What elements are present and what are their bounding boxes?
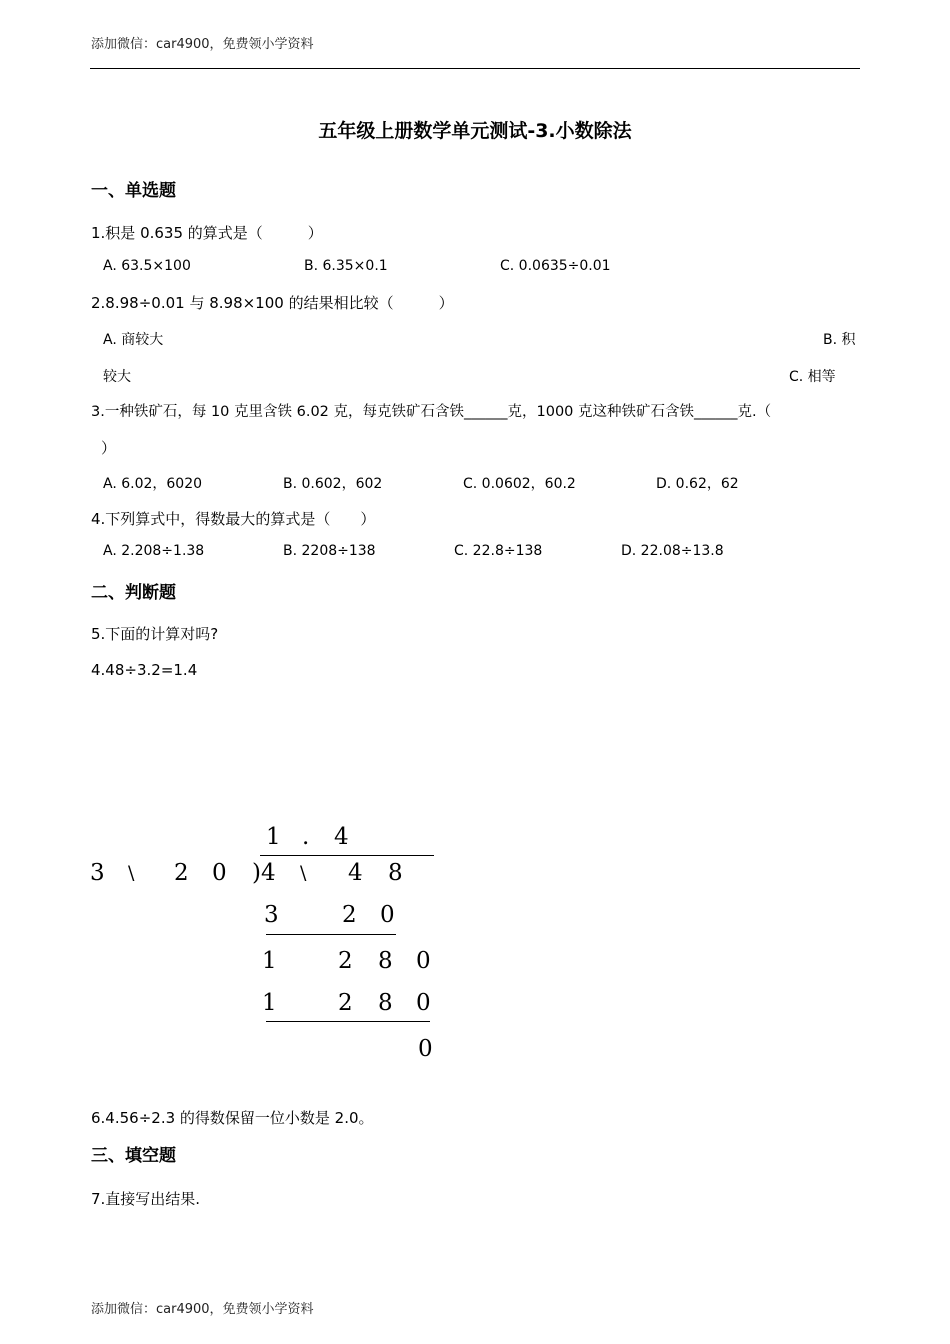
step-digit: 8 [378, 948, 393, 974]
q1-option-b: B. 6.35×0.1 [304, 258, 388, 274]
question-1: 1.积是 0.635 的算式是（ ） [91, 224, 323, 242]
step-digit: 8 [378, 990, 393, 1016]
quotient-digit: 1 [266, 824, 281, 850]
division-bracket-line [260, 855, 434, 856]
dividend-digit: 4 [348, 860, 363, 886]
q3-option-a: A. 6.02，6020 [103, 476, 203, 492]
header-note: 添加微信：car4900，免费领小学资料 [91, 37, 314, 52]
q3-option-c: C. 0.0602，60.2 [463, 476, 576, 492]
dividend-mark: \ [300, 862, 307, 884]
step-digit: 2 [338, 948, 353, 974]
subtraction-line [266, 1021, 430, 1022]
long-division-figure [88, 820, 448, 1070]
q4-option-a: A. 2.208÷1.38 [103, 543, 205, 559]
step-digit: 2 [342, 902, 357, 928]
page-title: 五年级上册数学单元测试-3.小数除法 [318, 120, 632, 142]
q2-option-c: C. 相等 [789, 369, 836, 385]
question-5-expression: 4.48÷3.2=1.4 [91, 661, 198, 679]
step-digit: 1 [262, 990, 277, 1016]
quotient-point: . [302, 824, 310, 850]
divisor-digit: 3 [90, 860, 105, 886]
quotient-digit: 4 [334, 824, 349, 850]
divisor-digit: 2 [174, 860, 189, 886]
dividend-digit: 8 [388, 860, 403, 886]
step-digit: 3 [264, 902, 279, 928]
step-digit: 0 [380, 902, 395, 928]
section-single-choice: 一、单选题 [91, 181, 176, 201]
step-digit: 1 [262, 948, 277, 974]
question-7: 7.直接写出结果. [91, 1190, 201, 1208]
question-4: 4.下列算式中，得数最大的算式是（ ） [91, 510, 376, 528]
header-rule [90, 68, 860, 69]
q4-option-c: C. 22.8÷138 [454, 543, 543, 559]
question-5: 5.下面的计算对吗? [91, 625, 219, 643]
remainder-digit: 0 [418, 1036, 433, 1062]
question-3: 3.一种铁矿石，每 10 克里含铁 6.02 克，每克铁矿石含铁______克，1000 克这种铁矿石含铁______克.（ [91, 404, 772, 420]
question-6: 6.4.56÷2.3 的得数保留一位小数是 2.0。 [91, 1109, 374, 1127]
q4-option-b: B. 2208÷138 [283, 543, 376, 559]
divisor-mark: \ [128, 862, 135, 884]
step-digit: 2 [338, 990, 353, 1016]
section-fill-blank: 三、填空题 [91, 1146, 176, 1166]
subtraction-line [266, 934, 396, 935]
q2-option-b-continued: 较大 [103, 369, 131, 385]
q2-option-a: A. 商较大 [103, 332, 164, 348]
q4-option-d: D. 22.08÷13.8 [621, 543, 724, 559]
q1-option-c: C. 0.0635÷0.01 [500, 258, 611, 274]
step-digit: 0 [416, 990, 431, 1016]
q2-option-b: B. 积 [823, 332, 856, 348]
q1-option-a: A. 63.5×100 [103, 258, 191, 274]
question-2: 2.8.98÷0.01 与 8.98×100 的结果相比较（ ） [91, 294, 454, 312]
dividend-digit: )4 [252, 860, 276, 886]
footer-note: 添加微信：car4900，免费领小学资料 [91, 1302, 314, 1317]
section-true-false: 二、判断题 [91, 583, 176, 603]
question-3-continued: ） [101, 439, 117, 457]
q3-option-b: B. 0.602，602 [283, 476, 383, 492]
divisor-digit: 0 [212, 860, 227, 886]
step-digit: 0 [416, 948, 431, 974]
q3-option-d: D. 0.62，62 [656, 476, 739, 492]
